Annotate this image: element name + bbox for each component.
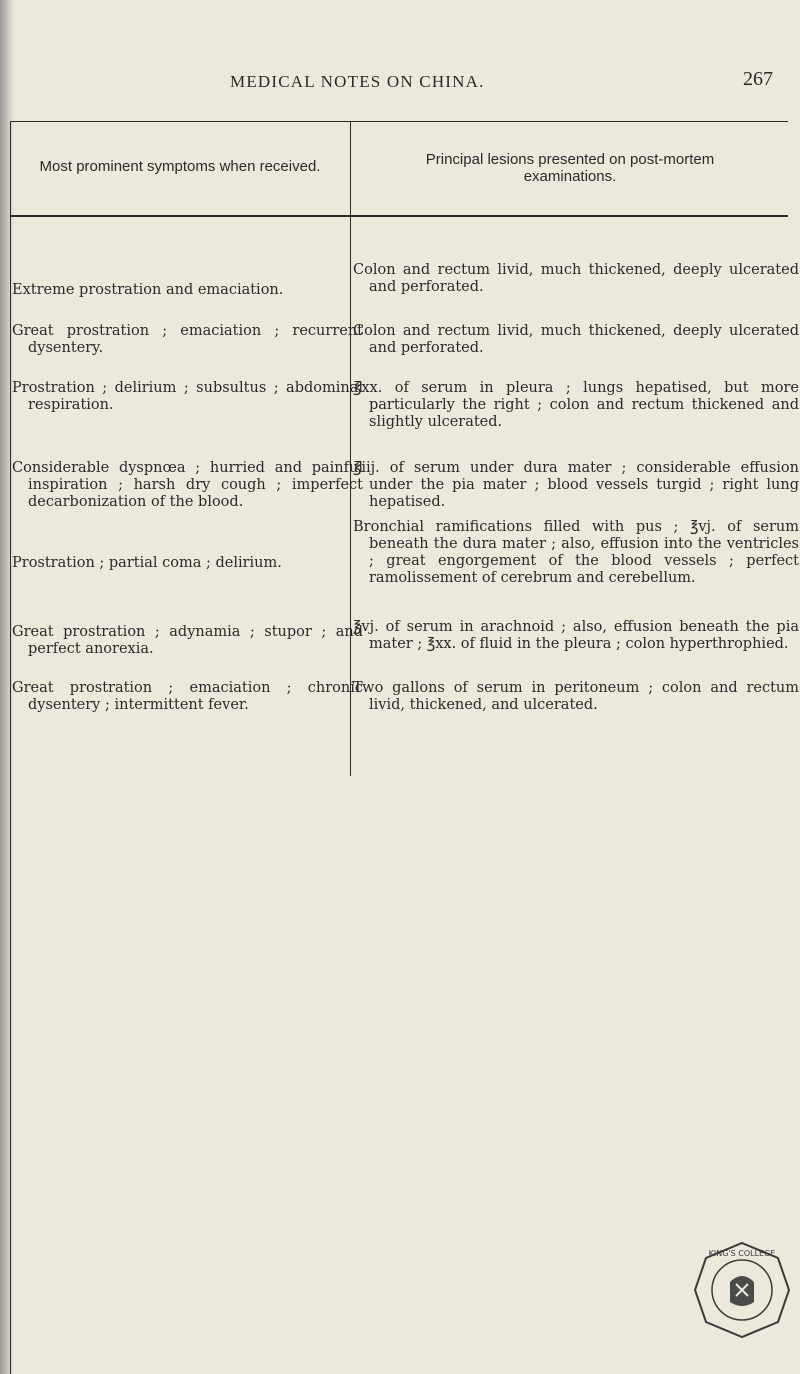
seal-lettering: KING'S COLLEGE [708,1249,776,1258]
table-left-rule [10,121,11,1374]
column-header-symptoms: Most prominent symptoms when received. [39,158,321,175]
page-number: 267 [743,68,773,90]
library-seal-stamp [692,1240,792,1340]
table-top-rule [10,121,788,122]
symptoms-cell: Extreme prostration and emaciation. [12,282,284,298]
symptoms-cell: Considerable dyspnœa ; hurried and painful inspiration ; harsh dry cough ; imperfect decarbonization of the blood. [12,460,363,510]
running-title: MEDICAL NOTES ON CHINA. [230,72,485,91]
column-header-lesions: Principal lesions presented on post-mortem examinations. [425,151,715,185]
symptoms-cell: Great prostration ; emaciation ; chronic dysentery ; intermittent fever. [12,680,363,713]
symptoms-cell: Prostration ; delirium ; subsultus ; abdominal respiration. [12,380,363,413]
symptoms-cell: Great prostration ; adynamia ; stupor ; and perfect anorexia. [12,624,363,657]
header-bottom-rule [10,215,788,217]
symptoms-cell: Prostration ; partial coma ; delirium. [12,555,282,571]
column-divider-rule [350,121,351,776]
lesions-cell: ℥iij. of serum under dura mater ; considerable effusion under the pia mater ; blood vessels turgid ; right lung hepatised. [353,460,799,510]
running-head [0,68,800,98]
lesions-cell: Colon and rectum livid, much thickened, deeply ulcerated and perforated. [353,323,799,356]
lesions-cell: ℥vj. of serum in arachnoid ; also, effusion beneath the pia mater ; ℥xx. of fluid in the pleura ; colon hyperthrophied. [353,619,799,652]
lesions-cell: Bronchial ramifications filled with pus ; ℥vj. of serum beneath the dura mater ; also, effusion into the ventricles ; great engorgement of the blood vessels ; perfect ramolissement of cerebrum and cerebellum. [353,519,799,586]
symptoms-cell: Great prostration ; emaciation ; recurrent dysentery. [12,323,363,356]
lesions-cell: Colon and rectum livid, much thickened, deeply ulcerated and perforated. [353,262,799,295]
lesions-cell: Two gallons of serum in peritoneum ; colon and rectum livid, thickened, and ulcerated. [353,680,799,713]
lesions-cell: ℥xx. of serum in pleura ; lungs hepatised, but more particularly the right ; colon and rectum thickened and slightly ulcerated. [353,380,799,430]
